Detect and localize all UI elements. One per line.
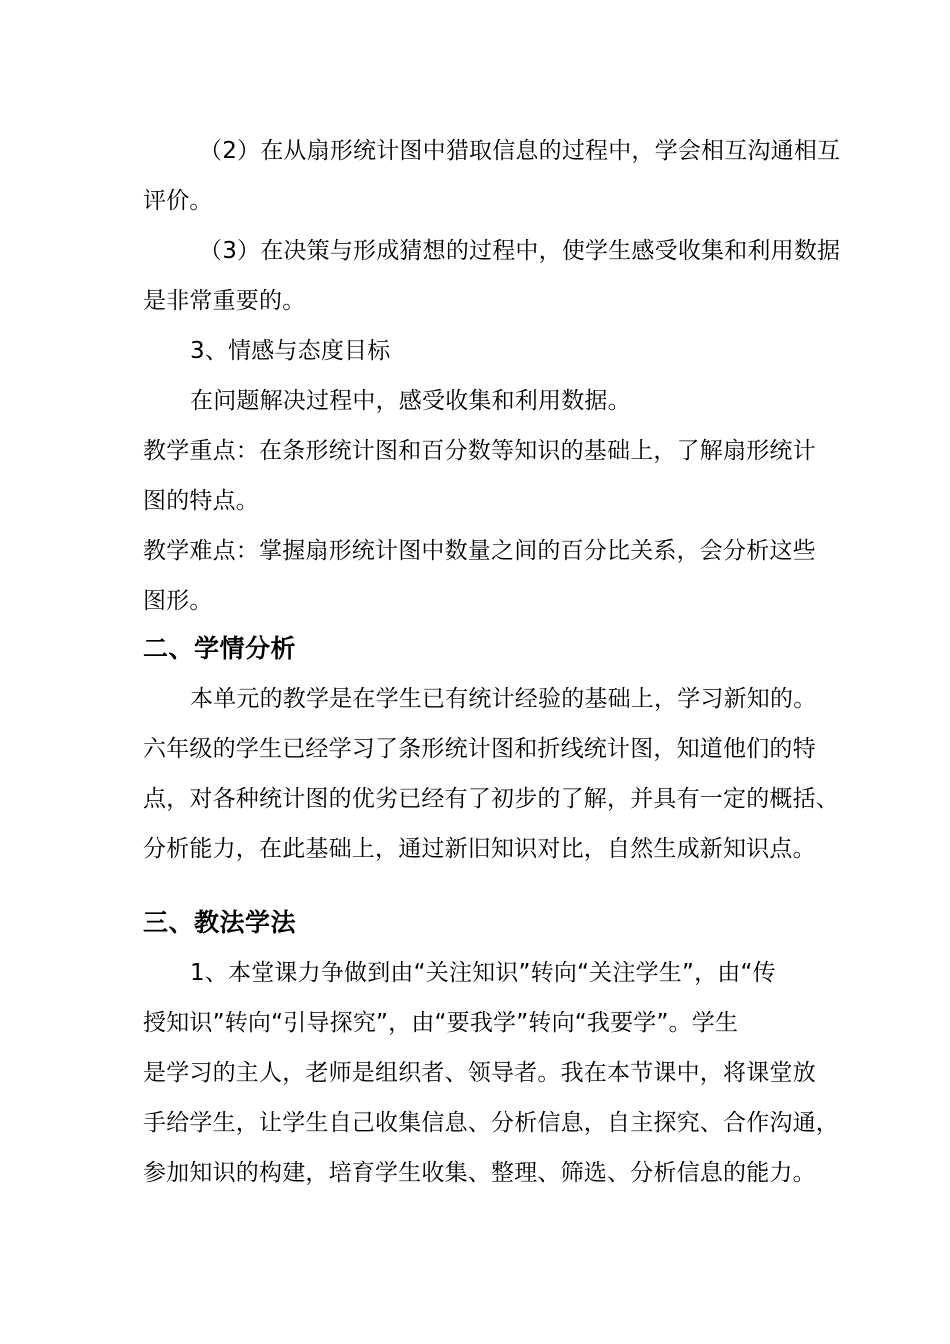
section-2-line-4: 分析能力，在此基础上，通过新旧知识对比，自然生成新知识点。 bbox=[143, 836, 816, 862]
emotion-goal-text: 在问题解决过程中，感受收集和利用数据。 bbox=[190, 388, 631, 414]
key-point-line-1: 教学重点：在条形统计图和百分数等知识的基础上，了解扇形统计 bbox=[143, 438, 816, 464]
section-3-heading: 三、教法学法 bbox=[143, 908, 297, 937]
objective-2-line-2: 评价。 bbox=[143, 188, 213, 214]
section-2-heading: 二、学情分析 bbox=[143, 634, 297, 663]
section-2-line-3: 点，对各种统计图的优劣已经有了初步的了解，并具有一定的概括、 bbox=[143, 786, 839, 812]
difficult-point-line-2: 图形。 bbox=[143, 588, 213, 614]
key-point-line-2: 图的特点。 bbox=[143, 488, 259, 514]
section-3-line-4: 手给学生，让学生自己收集信息、分析信息，自主探究、合作沟通， bbox=[143, 1110, 839, 1136]
section-3-line-3: 是学习的主人，老师是组织者、领导者。我在本节课中，将课堂放 bbox=[143, 1060, 816, 1086]
section-2-line-1: 本单元的教学是在学生已有统计经验的基础上，学习新知的。 bbox=[190, 686, 817, 712]
difficult-point-line-1: 教学难点：掌握扇形统计图中数量之间的百分比关系，会分析这些 bbox=[143, 538, 816, 564]
objective-3-line-2: 是非常重要的。 bbox=[143, 288, 306, 314]
objective-2-line-1: （2）在从扇形统计图中猎取信息的过程中，学会相互沟通相互 bbox=[199, 138, 841, 164]
section-2-line-2: 六年级的学生已经学习了条形统计图和折线统计图，知道他们的特 bbox=[143, 736, 816, 762]
section-3-line-2: 授知识”转向“引导探究”，由“要我学”转向“我要学”。学生 bbox=[143, 1010, 739, 1036]
section-3-line-5: 参加知识的构建，培育学生收集、整理、筛选、分析信息的能力。 bbox=[143, 1160, 816, 1186]
objective-3-line-1: （3）在决策与形成猜想的过程中，使学生感受收集和利用数据 bbox=[199, 238, 841, 264]
emotion-goal-title: 3、情感与态度目标 bbox=[190, 338, 391, 364]
section-3-line-1: 1、本堂课力争做到由“关注知识”转向“关注学生”，由“传 bbox=[190, 960, 776, 986]
